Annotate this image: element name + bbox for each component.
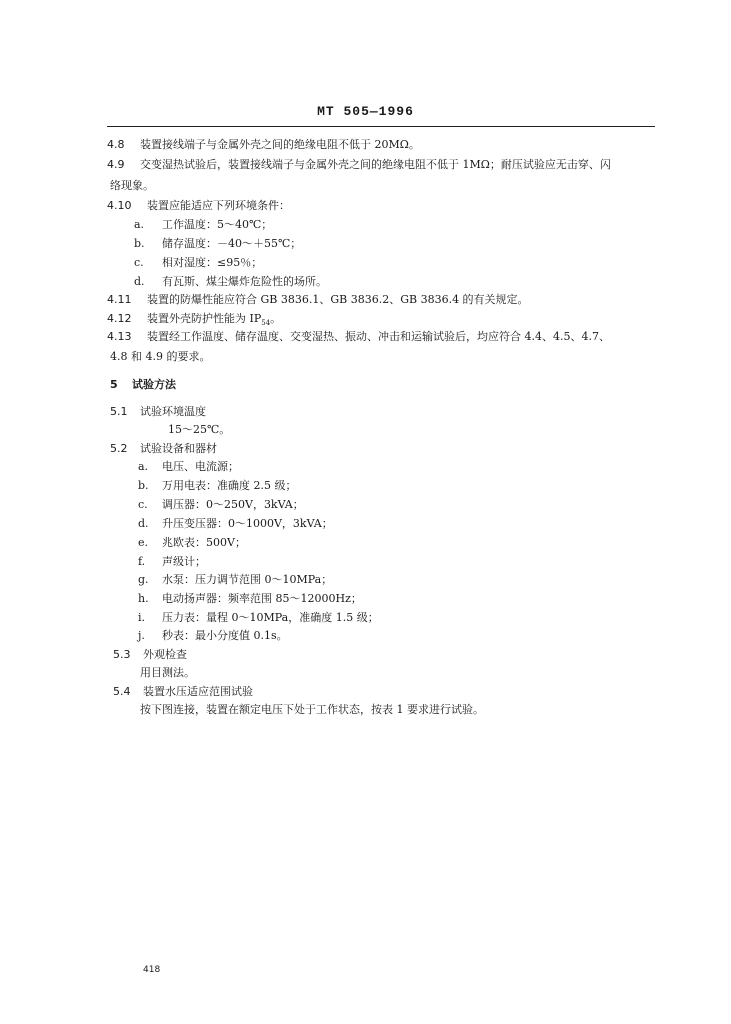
list-text: 有瓦斯、煤尘爆炸危险性的场所。 [162,275,327,288]
list-marker: d. [138,517,149,530]
list-item [138,629,288,643]
clause-5-2 [110,442,217,456]
clause-number: 5.4 [113,685,131,698]
clause-title: 试验环境温度 [140,405,206,418]
section-title: 试验方法 [132,378,176,391]
section-number: 5 [110,378,118,391]
list-marker: d. [134,275,145,288]
clause-5-1 [110,405,206,419]
list-item [138,517,333,531]
list-item [138,555,206,569]
clause-4-9 [107,158,611,172]
list-marker: f. [138,555,146,568]
list-text: 电压、电流源； [162,460,239,473]
list-marker: a. [134,218,145,231]
list-marker: g. [138,573,149,586]
list-text: 秒表：最小分度值 0.1s。 [162,629,288,642]
clause-title: 装置水压适应范围试验 [143,685,253,698]
clause-title: 试验设备和器材 [140,442,217,455]
list-marker: i. [138,611,146,624]
list-item [134,256,262,270]
list-marker: b. [134,237,145,250]
clause-number: 5.3 [113,648,131,661]
list-text: 升压变压器：0～1000V，3kVA； [162,517,333,530]
list-item [134,237,301,251]
clause-number: 4.11 [107,293,132,306]
clause-number: 5.1 [110,405,128,418]
clause-number: 4.8 [107,138,125,151]
list-text: 调压器：0～250V，3kVA； [162,498,304,511]
clause-number: 4.9 [107,158,125,171]
clause-4-13-continued: 4.8 和 4.9 的要求。 [110,350,211,363]
clause-number: 4.12 [107,312,132,325]
list-item [138,536,246,550]
list-text: 储存温度：－40～＋55℃； [162,237,302,250]
list-item [138,573,332,587]
list-marker: c. [138,498,148,511]
clause-text: 装置接线端子与金属外壳之间的绝缘电阻不低于 20MΩ。 [140,138,420,151]
list-text: 兆欧表：500V； [162,536,246,549]
clause-number: 5.2 [110,442,128,455]
clause-4-11 [107,293,529,307]
clause-number: 4.10 [107,199,132,212]
clause-5-4-body: 按下图连接，装置在额定电压下处于工作状态，按表 1 要求进行试验。 [140,703,484,716]
section-5-heading [110,378,176,392]
list-marker: j. [138,629,145,642]
list-item [138,611,379,625]
ip-rating-subscript: 54 [261,319,271,328]
clause-5-3-body: 用目测法。 [140,666,195,679]
list-marker: a. [138,460,149,473]
list-item [138,460,239,474]
list-text: 水泵：压力调节范围 0～10MPa； [162,573,333,586]
standard-code-header: MT 505—1996 [317,104,414,119]
clause-text: 装置应能适应下列环境条件： [147,199,290,212]
clause-text: 装置的防爆性能应符合 GB 3836.1、GB 3836.2、GB 3836.4 的有关规定。 [147,293,529,306]
list-text: 相对湿度：≤95％； [162,256,263,269]
list-item [134,275,327,289]
list-marker: c. [134,256,144,269]
list-marker: b. [138,479,149,492]
clause-text: 装置外壳防护性能为 IP [147,312,262,325]
list-text: 压力表：量程 0～10MPa，准确度 1.5 级； [162,611,379,624]
clause-text-tail: 。 [270,312,282,325]
list-item [134,218,272,232]
clause-text: 交变湿热试验后，装置接线端子与金属外壳之间的绝缘电阻不低于 1MΩ；耐压试验应无击穿、闪 [140,158,611,171]
page-number: 418 [143,965,161,975]
list-marker: h. [138,592,149,605]
clause-4-9-continued: 络现象。 [110,179,154,192]
clause-number: 4.13 [107,330,132,343]
list-item [138,592,362,606]
clause-4-13 [107,330,610,344]
header-rule [107,126,655,127]
list-item [138,479,297,493]
clause-5-4 [113,685,253,699]
list-text: 声级计； [162,555,206,568]
list-text: 电动扬声器：频率范围 85～12000Hz； [162,592,362,605]
list-text: 万用电表：准确度 2.5 级； [162,479,297,492]
clause-5-1-body: 15～25℃。 [168,423,231,436]
clause-4-8 [107,138,420,152]
list-item [138,498,304,512]
clause-text: 装置经工作温度、储存温度、交变湿热、振动、冲击和运输试验后，均应符合 4.4、4.5、4.7、 [147,330,610,343]
clause-4-12 [107,312,281,330]
list-marker: e. [138,536,149,549]
clause-5-3 [113,648,187,662]
clause-title: 外观检查 [143,648,187,661]
list-text: 工作温度：5～40℃； [162,218,273,231]
clause-4-10 [107,199,290,213]
